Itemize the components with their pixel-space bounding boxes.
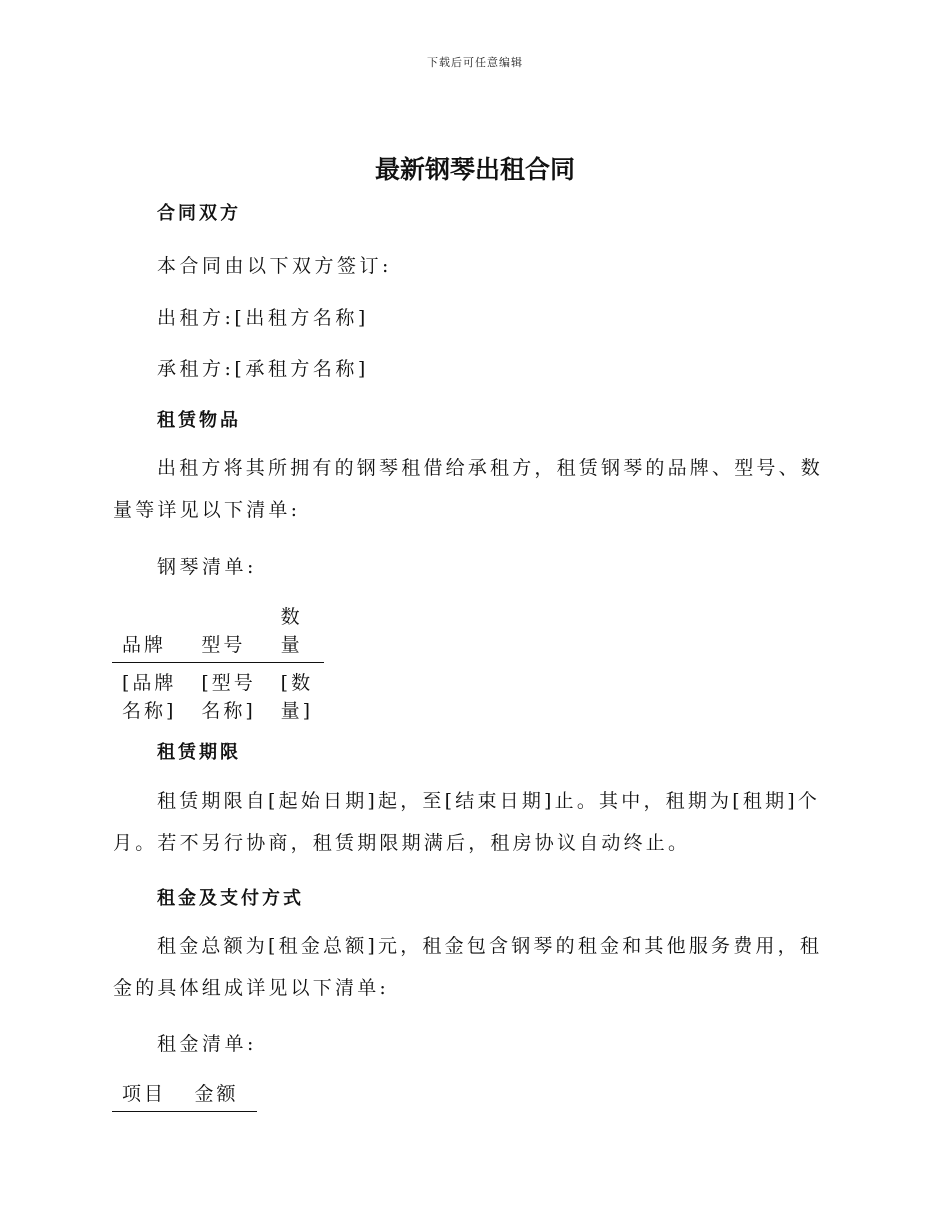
piano-list-label: 钢琴清单: [157, 556, 257, 578]
header-note: 下载后可任意编辑 [427, 56, 523, 69]
items-paragraph: 出租方将其所拥有的钢琴租借给承租方，租赁钢琴的品牌、型号、数量等详见以下清单: [113, 457, 824, 521]
column-header-brand: 品牌 [112, 603, 191, 663]
lessor-line: 出租方:[出租方名称] [157, 307, 369, 329]
parties-intro: 本合同由以下双方签订: [157, 255, 392, 277]
table-header-row [112, 1080, 257, 1112]
column-header-quantity: 数量 [271, 603, 324, 663]
table-row [112, 663, 324, 726]
section-heading-term: 租赁期限 [157, 742, 241, 763]
cell-quantity: [数量] [280, 672, 314, 722]
cell-model: [型号名称] [201, 672, 256, 722]
section-heading-rent: 租金及支付方式 [157, 888, 304, 909]
rent-list-table [112, 1080, 257, 1112]
column-header-item: 项目 [112, 1080, 185, 1112]
column-header-model: 型号 [191, 603, 270, 663]
rent-paragraph: 租金总额为[租金总额]元，租金包含钢琴的租金和其他服务费用，租金的具体组成详见以下清单: [113, 935, 823, 999]
piano-list-table [112, 603, 324, 725]
document-title: 最新钢琴出租合同 [374, 155, 575, 184]
section-heading-items: 租赁物品 [157, 410, 241, 431]
cell-brand: [品牌名称] [122, 672, 177, 722]
lessee-line: 承租方:[承租方名称] [157, 358, 369, 380]
term-paragraph: 租赁期限自[起始日期]起，至[结束日期]止。其中，租期为[租期]个月。若不另行协商，租赁期限期满后，租房协议自动终止。 [113, 790, 821, 854]
table-header-row [112, 603, 324, 663]
rent-list-label: 租金清单: [157, 1033, 257, 1055]
section-heading-parties: 合同双方 [157, 203, 241, 224]
column-header-amount: 金额 [185, 1080, 258, 1112]
